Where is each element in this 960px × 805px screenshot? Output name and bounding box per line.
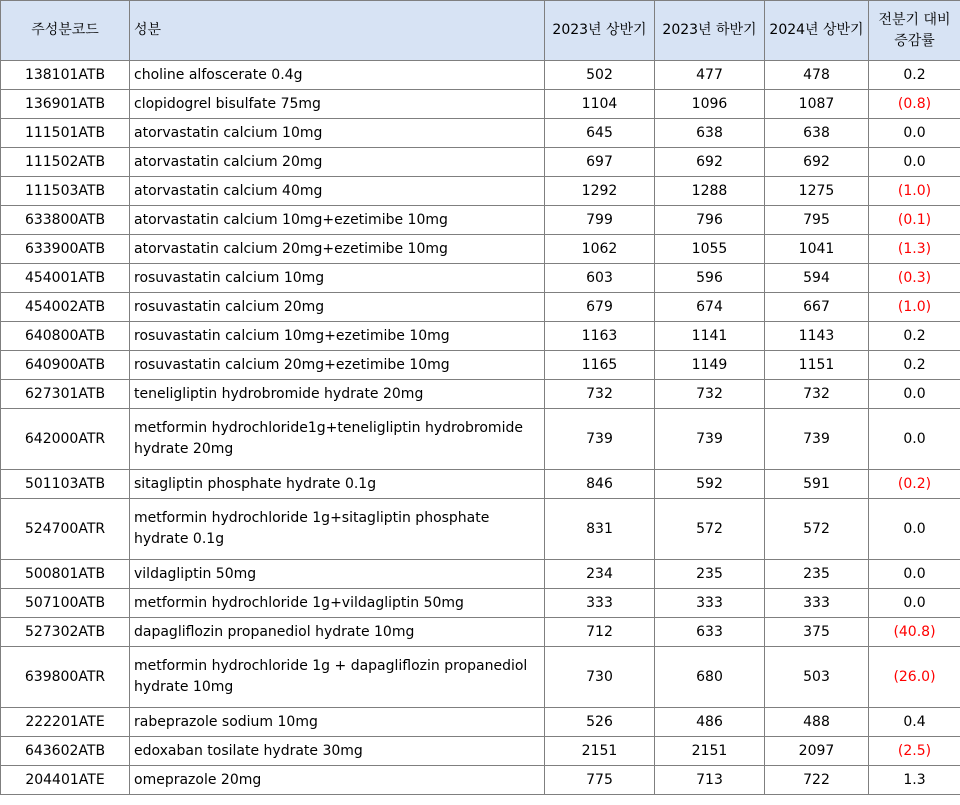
- cell-2023-h2: 235: [655, 560, 765, 589]
- cell-code: 111502ATB: [1, 148, 130, 177]
- cell-2023-h2: 796: [655, 206, 765, 235]
- cell-change: 0.0: [869, 148, 960, 177]
- table-row: [1, 235, 960, 264]
- cell-code: 640800ATB: [1, 322, 130, 351]
- cell-code: 204401ATE: [1, 766, 130, 795]
- table-row: [1, 560, 960, 589]
- table-row: [1, 293, 960, 322]
- table-row: [1, 264, 960, 293]
- table-row: [1, 90, 960, 119]
- header-change-line2: 증감률: [894, 32, 935, 49]
- header-2023-h1: 2023년 상반기: [545, 1, 655, 61]
- cell-2023-h1: 697: [545, 148, 655, 177]
- cell-2023-h1: 502: [545, 61, 655, 90]
- cell-2023-h1: 603: [545, 264, 655, 293]
- cell-change: (40.8): [869, 618, 960, 647]
- cell-ingredient: rosuvastatin calcium 20mg: [130, 293, 545, 322]
- cell-ingredient: rosuvastatin calcium 10mg+ezetimibe 10mg: [130, 322, 545, 351]
- table-row: [1, 322, 960, 351]
- cell-2024-h1: 667: [765, 293, 869, 322]
- cell-2023-h1: 799: [545, 206, 655, 235]
- cell-2023-h1: 1104: [545, 90, 655, 119]
- cell-2024-h1: 235: [765, 560, 869, 589]
- cell-code: 639800ATR: [1, 647, 130, 708]
- cell-2023-h2: 713: [655, 766, 765, 795]
- cell-change: (0.3): [869, 264, 960, 293]
- cell-code: 527302ATB: [1, 618, 130, 647]
- cell-change: (1.3): [869, 235, 960, 264]
- cell-2024-h1: 1151: [765, 351, 869, 380]
- table-row: [1, 708, 960, 737]
- cell-2023-h1: 1062: [545, 235, 655, 264]
- cell-change: (0.2): [869, 470, 960, 499]
- cell-change: 1.3: [869, 766, 960, 795]
- cell-ingredient: vildagliptin 50mg: [130, 560, 545, 589]
- cell-change: (1.0): [869, 177, 960, 206]
- cell-2024-h1: 638: [765, 119, 869, 148]
- cell-change: 0.0: [869, 409, 960, 470]
- cell-change: 0.0: [869, 380, 960, 409]
- cell-2023-h1: 234: [545, 560, 655, 589]
- table-row: [1, 351, 960, 380]
- cell-code: 111503ATB: [1, 177, 130, 206]
- cell-2023-h2: 633: [655, 618, 765, 647]
- cell-change: (0.8): [869, 90, 960, 119]
- table-row: [1, 206, 960, 235]
- cell-2023-h1: 645: [545, 119, 655, 148]
- cell-ingredient: metformin hydrochloride1g+teneligliptin hydrobromide hydrate 20mg: [130, 409, 545, 470]
- cell-code: 507100ATB: [1, 589, 130, 618]
- cell-ingredient: atorvastatin calcium 10mg+ezetimibe 10mg: [130, 206, 545, 235]
- cell-2024-h1: 692: [765, 148, 869, 177]
- cell-2023-h2: 333: [655, 589, 765, 618]
- cell-2023-h2: 674: [655, 293, 765, 322]
- cell-2023-h2: 739: [655, 409, 765, 470]
- cell-2024-h1: 503: [765, 647, 869, 708]
- cell-ingredient: rabeprazole sodium 10mg: [130, 708, 545, 737]
- cell-2023-h2: 2151: [655, 737, 765, 766]
- cell-2023-h1: 730: [545, 647, 655, 708]
- cell-ingredient: choline alfoscerate 0.4g: [130, 61, 545, 90]
- cell-2023-h1: 732: [545, 380, 655, 409]
- cell-2023-h1: 831: [545, 499, 655, 560]
- cell-2024-h1: 375: [765, 618, 869, 647]
- table-row: [1, 499, 960, 560]
- cell-change: 0.0: [869, 119, 960, 148]
- cell-ingredient: rosuvastatin calcium 20mg+ezetimibe 10mg: [130, 351, 545, 380]
- cell-change: 0.2: [869, 61, 960, 90]
- cell-2023-h1: 712: [545, 618, 655, 647]
- cell-2023-h2: 1149: [655, 351, 765, 380]
- cell-change: 0.0: [869, 499, 960, 560]
- cell-code: 222201ATE: [1, 708, 130, 737]
- cell-2023-h2: 486: [655, 708, 765, 737]
- cell-code: 524700ATR: [1, 499, 130, 560]
- cell-code: 633900ATB: [1, 235, 130, 264]
- table-row: [1, 119, 960, 148]
- cell-2024-h1: 739: [765, 409, 869, 470]
- table-row: [1, 618, 960, 647]
- table-body: [1, 61, 960, 795]
- table-row: [1, 61, 960, 90]
- cell-code: 642000ATR: [1, 409, 130, 470]
- cell-2023-h1: 846: [545, 470, 655, 499]
- table-row: [1, 589, 960, 618]
- cell-code: 640900ATB: [1, 351, 130, 380]
- cell-code: 111501ATB: [1, 119, 130, 148]
- header-ingredient: 성분: [130, 1, 545, 61]
- cell-2023-h1: 775: [545, 766, 655, 795]
- cell-code: 627301ATB: [1, 380, 130, 409]
- cell-2023-h1: 1292: [545, 177, 655, 206]
- cell-change: 0.0: [869, 560, 960, 589]
- cell-code: 500801ATB: [1, 560, 130, 589]
- cell-ingredient: metformin hydrochloride 1g+sitagliptin phosphate hydrate 0.1g: [130, 499, 545, 560]
- table-row: [1, 766, 960, 795]
- cell-2023-h2: 596: [655, 264, 765, 293]
- cell-ingredient: metformin hydrochloride 1g+vildagliptin 50mg: [130, 589, 545, 618]
- header-change: [869, 1, 960, 61]
- cell-2023-h2: 732: [655, 380, 765, 409]
- cell-2023-h1: 526: [545, 708, 655, 737]
- cell-ingredient: teneligliptin hydrobromide hydrate 20mg: [130, 380, 545, 409]
- cell-2024-h1: 1143: [765, 322, 869, 351]
- cell-2024-h1: 1087: [765, 90, 869, 119]
- table-row: [1, 470, 960, 499]
- cell-2023-h2: 477: [655, 61, 765, 90]
- cell-2024-h1: 333: [765, 589, 869, 618]
- header-row: [1, 1, 960, 61]
- cell-ingredient: metformin hydrochloride 1g + dapagliflozin propanediol hydrate 10mg: [130, 647, 545, 708]
- cell-2023-h2: 572: [655, 499, 765, 560]
- cell-2024-h1: 722: [765, 766, 869, 795]
- cell-change: (0.1): [869, 206, 960, 235]
- cell-change: (2.5): [869, 737, 960, 766]
- cell-2024-h1: 488: [765, 708, 869, 737]
- table-row: [1, 177, 960, 206]
- cell-code: 454001ATB: [1, 264, 130, 293]
- cell-2023-h1: 2151: [545, 737, 655, 766]
- cell-ingredient: omeprazole 20mg: [130, 766, 545, 795]
- cell-2023-h2: 680: [655, 647, 765, 708]
- header-change-line1: 전분기 대비: [878, 11, 951, 28]
- cell-2023-h2: 1096: [655, 90, 765, 119]
- cell-2024-h1: 1041: [765, 235, 869, 264]
- cell-2023-h2: 1055: [655, 235, 765, 264]
- cell-ingredient: atorvastatin calcium 10mg: [130, 119, 545, 148]
- cell-2024-h1: 2097: [765, 737, 869, 766]
- cell-code: 633800ATB: [1, 206, 130, 235]
- cell-2023-h1: 1165: [545, 351, 655, 380]
- cell-change: 0.4: [869, 708, 960, 737]
- cell-code: 643602ATB: [1, 737, 130, 766]
- table-row: [1, 148, 960, 177]
- cell-ingredient: sitagliptin phosphate hydrate 0.1g: [130, 470, 545, 499]
- cell-2024-h1: 1275: [765, 177, 869, 206]
- cell-2024-h1: 572: [765, 499, 869, 560]
- table-row: [1, 380, 960, 409]
- header-2023-h2: 2023년 하반기: [655, 1, 765, 61]
- cell-code: 136901ATB: [1, 90, 130, 119]
- cell-ingredient: edoxaban tosilate hydrate 30mg: [130, 737, 545, 766]
- cell-2023-h1: 1163: [545, 322, 655, 351]
- cell-2024-h1: 594: [765, 264, 869, 293]
- cell-code: 454002ATB: [1, 293, 130, 322]
- cell-2024-h1: 732: [765, 380, 869, 409]
- cell-ingredient: atorvastatin calcium 20mg: [130, 148, 545, 177]
- cell-ingredient: atorvastatin calcium 40mg: [130, 177, 545, 206]
- cell-change: 0.2: [869, 351, 960, 380]
- cell-2023-h1: 739: [545, 409, 655, 470]
- cell-2023-h2: 1141: [655, 322, 765, 351]
- cell-2023-h2: 638: [655, 119, 765, 148]
- table-row: [1, 647, 960, 708]
- cell-ingredient: rosuvastatin calcium 10mg: [130, 264, 545, 293]
- cell-2024-h1: 795: [765, 206, 869, 235]
- cell-2023-h1: 333: [545, 589, 655, 618]
- cell-2023-h2: 1288: [655, 177, 765, 206]
- cell-2023-h2: 592: [655, 470, 765, 499]
- header-code: 주성분코드: [1, 1, 130, 61]
- cell-2023-h2: 692: [655, 148, 765, 177]
- header-2024-h1: 2024년 상반기: [765, 1, 869, 61]
- cell-ingredient: dapagliflozin propanediol hydrate 10mg: [130, 618, 545, 647]
- table-row: [1, 409, 960, 470]
- cell-ingredient: atorvastatin calcium 20mg+ezetimibe 10mg: [130, 235, 545, 264]
- cell-change: 0.2: [869, 322, 960, 351]
- cell-2024-h1: 591: [765, 470, 869, 499]
- cell-2023-h1: 679: [545, 293, 655, 322]
- cell-change: 0.0: [869, 589, 960, 618]
- table-row: [1, 737, 960, 766]
- cell-code: 138101ATB: [1, 61, 130, 90]
- cell-change: (26.0): [869, 647, 960, 708]
- cell-ingredient: clopidogrel bisulfate 75mg: [130, 90, 545, 119]
- cell-code: 501103ATB: [1, 470, 130, 499]
- cell-2024-h1: 478: [765, 61, 869, 90]
- cell-change: (1.0): [869, 293, 960, 322]
